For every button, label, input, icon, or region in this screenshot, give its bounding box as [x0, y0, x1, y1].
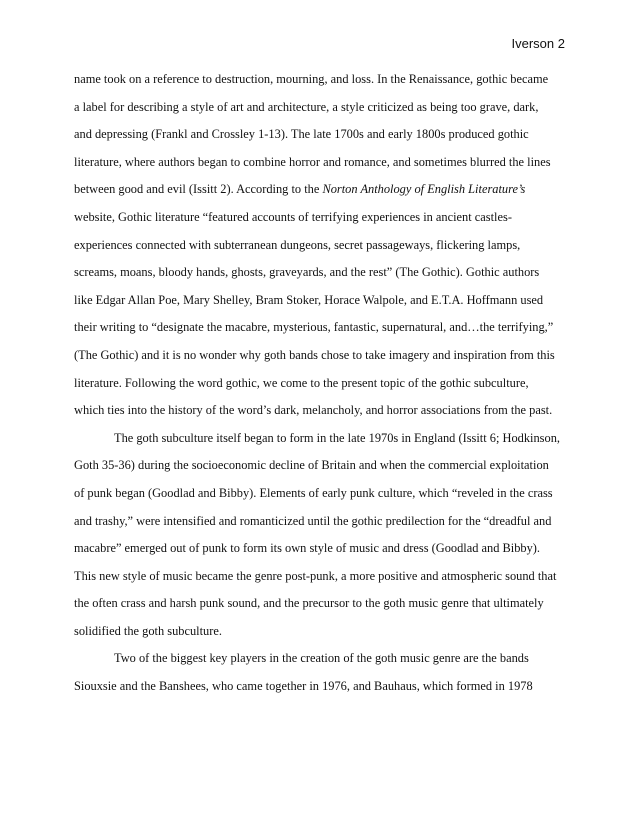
text-line: website, Gothic literature “featured accounts of terrifying experiences in ancient castles-	[74, 209, 512, 224]
paragraph-first-line: The goth subculture itself began to form in the late 1970s in England (Issitt 6; Hodkinson,	[114, 430, 560, 445]
text-segment: between good and evil (Issitt 2). According to the	[74, 182, 323, 197]
text-line	[74, 179, 574, 207]
text-line: literature. Following the word gothic, we come to the present topic of the gothic subculture,	[74, 375, 529, 390]
text-line: literature, where authors began to combine horror and romance, and sometimes blurred the lines	[74, 154, 551, 169]
text-line: Goth 35-36) during the socioeconomic decline of Britain and when the commercial exploitation	[74, 458, 549, 473]
text-line: and depressing (Frankl and Crossley 1-13). The late 1700s and early 1800s produced gothic	[74, 127, 529, 142]
text-line: their writing to “designate the macabre, mysterious, fantastic, supernatural, and…the terrifying,”	[74, 320, 554, 335]
text-line: experiences connected with subterranean dungeons, secret passageways, flickering lamps,	[74, 237, 521, 252]
text-line: which ties into the history of the word’s dark, melancholy, and horror associations from the past.	[74, 403, 553, 418]
body-text	[74, 69, 574, 704]
text-line: screams, moans, bloody hands, ghosts, graveyards, and the rest” (The Gothic). Gothic authors	[74, 265, 540, 280]
text-line: This new style of music became the genre post-punk, a more positive and atmospheric sound that	[74, 568, 557, 583]
text-line: a label for describing a style of art and architecture, a style criticized as being too grave, dark,	[74, 99, 539, 114]
text-line: macabre” emerged out of punk to form its own style of music and dress (Goodlad and Bibby).	[74, 541, 541, 556]
text-line: and trashy,” were intensified and romanticized until the gothic predilection for the “dreadful and	[74, 513, 552, 528]
text-line: like Edgar Allan Poe, Mary Shelley, Bram Stoker, Horace Walpole, and E.T.A. Hoffmann used	[74, 292, 544, 307]
text-line: of punk began (Goodlad and Bibby). Elements of early punk culture, which “reveled in the crass	[74, 485, 553, 500]
italic-title: Norton Anthology of English Literature’s	[322, 182, 526, 197]
text-line: Siouxsie and the Banshees, who came together in 1976, and Bauhaus, which formed in 1978	[74, 679, 533, 694]
paragraph-first-line: Two of the biggest key players in the creation of the goth music genre are the bands	[114, 651, 529, 666]
text-line: (The Gothic) and it is no wonder why goth bands chose to take imagery and inspiration from this	[74, 347, 555, 362]
text-line: the often crass and harsh punk sound, and the precursor to the goth music genre that ultimately	[74, 596, 544, 611]
text-line: solidified the goth subculture.	[74, 623, 222, 638]
running-head: Iverson 2	[511, 36, 565, 51]
text-line: name took on a reference to destruction, mourning, and loss. In the Renaissance, gothic became	[74, 72, 549, 86]
